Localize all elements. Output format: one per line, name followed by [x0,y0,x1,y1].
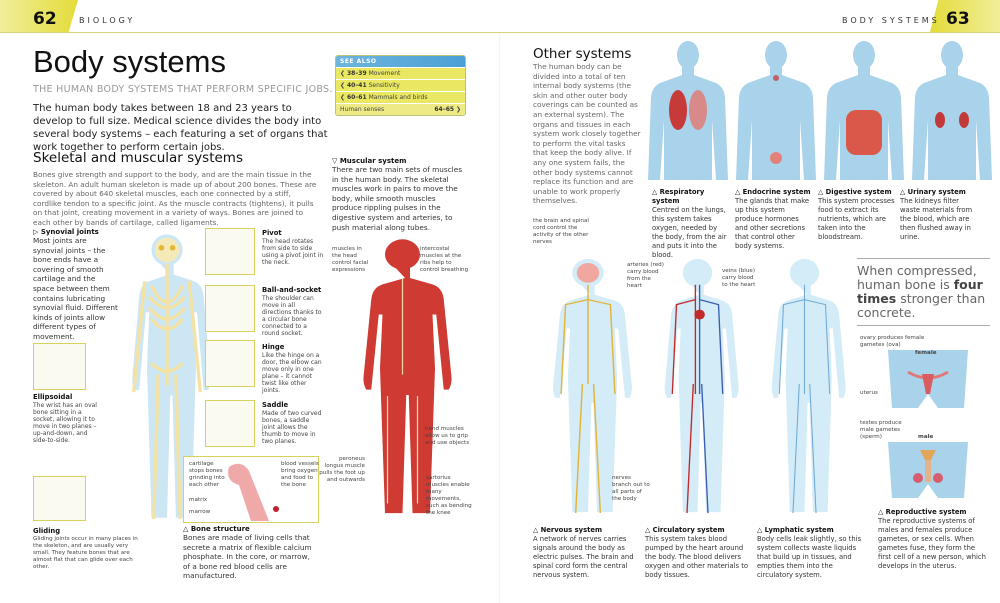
label-hand-muscles: hand muscles allow us to grip and use objects [425,426,470,446]
ellipsoidal-joint-image [33,343,86,390]
ball-socket-joint-image [205,285,255,332]
label-marrow: marrow [189,509,211,515]
label-matrix: matrix [189,497,208,503]
label-head-muscles: muscles in the head control facial expressions [332,246,369,273]
caption-digestive: △ Digestive system This system processes food to extract its nutrients, which are taken into the bloodstream. [818,188,895,241]
caption-nervous: △ Nervous system A network of nerves carries signals around the body as electric pulses. The brain and spinal cord form the central nervous system. [533,526,634,579]
bone-structure-image [183,456,319,523]
label-ovary: ovary produces female gametes (ova) [860,335,925,348]
see-also-link[interactable]: ❮ 38–39 Movement [336,67,465,79]
page-title: Body systems [33,44,226,79]
caption-circulatory: △ Circulatory system This system takes blood pumped by the heart around the body. The blood delivers oxygen and other materials to body tissues. [645,526,749,579]
page-number-right: 63 [946,9,970,29]
see-also-box [335,55,466,116]
joint-caption-ellipsoidal: Ellipsoidal The wrist has an oval bone sitting in a socket, allowing it to move in two planes – up-and-down, and side-to-side. [33,393,97,444]
page-number-left: 62 [33,9,57,29]
section-label-left: BIOLOGY [79,16,136,25]
pivot-joint-image [205,228,255,275]
joint-caption-hinge: Hinge Like the hinge on a door, the elbow can move only in one plane – it cannot twist like other joints. [262,343,322,394]
label-blood-vessels: blood vessels bring oxygen and food to the bone [281,461,319,488]
lymphatic-system-illustration [752,255,857,523]
muscular-caption: ▽ Muscular system There are two main sets of muscles in the human body. The skeletal muscles work in pairs to move the body, while smooth muscles produce rippling pulses in the digestive system and arteries, to push material along tubes. [332,157,462,232]
page-gutter [499,33,501,603]
label-veins: veins (blue) carry blood to the heart [722,268,756,288]
see-also-link-forward[interactable]: Human senses 64–65 ❯ [336,103,465,115]
caption-reproductive: △ Reproductive system The reproductive systems of males and females produce gametes, or sex cells. When gametes fuse, they form the first cell of a new person, which develops in the uterus. [878,508,986,570]
gliding-joint-image [33,476,86,521]
caption-respiratory: △ Respiratory system Centred on the lungs, this system takes oxygen, needed by the body, from the air and puts it into the blood. [652,188,727,259]
torso-illustrations [648,40,993,182]
other-systems-text: The human body can be divided into a total of ten internal body systems (the skin and other outer body coverings can be counted as an external system). The organs and tissues in each system work closely together to perform the vital tasks that keep the body alive. If any one system fails, the other body systems cannot replace its function and are unable to work properly themselves. [533,62,641,206]
intro-text: The human body takes between 18 and 23 years to develop to full size. Medical science divides the body into several body systems – each featuring a set of organs that work together to perform certain jobs. [33,103,328,153]
label-nerves: nerves branch out to all parts of the body [612,475,650,502]
caption-lymphatic: △ Lymphatic system Body cells leak slightly, so this system collects waste liquids that build up in tissues, and empties them into the circulatory system. [757,526,862,579]
section-label-right: BODY SYSTEMS [842,16,940,25]
label-testes: testes produce male gametes (sperm) [860,420,902,440]
page-subtitle: THE HUMAN BODY SYSTEMS THAT PERFORM SPECIFIC JOBS. [33,84,333,95]
joint-caption-ball: Ball-and-socket The shoulder can move in all directions thanks to a circular bone connected to a round socket. [262,286,322,337]
see-also-link[interactable]: ❮ 60–61 Mammals and birds [336,91,465,103]
label-female: female [915,350,937,356]
label-cartilage: cartilage stops bones grinding into each other [189,461,225,488]
caption-endocrine: △ Endocrine system The glands that make up this system produce hormones and other secretions that control other body systems. [735,188,811,250]
hinge-joint-image [205,340,255,387]
label-arteries: arteries (red) carry blood from the heart [627,262,664,289]
label-peroneus: peroneus longus muscle pulls the foot up and outwards [319,456,365,483]
fact-callout: When compressed, human bone is four times stronger than concrete. [857,258,990,326]
see-also-heading: SEE ALSO [336,56,465,67]
skeletal-text: Bones give strength and support to the body, and are the main tissue in the skeleton. An adult human skeleton is made up of about 200 bones. These are covered by about 640 skeletal muscles, each one connected by a stiff, cordlike tendon to a specific joint. As the muscle contracts (tightens), it pulls on that joint, creating movement in a variety of ways. Bones are joined to each other by bands of cartilage, called ligaments. [33,170,317,227]
label-uterus: uterus [860,390,878,396]
label-brain: the brain and spinal cord control the activity of the other nerves [533,218,589,245]
label-intercostal: intercostal muscles at the ribs help to control breathing [420,246,469,273]
joint-caption-pivot: Pivot The head rotates from side to side using a pivot joint in the neck. [262,229,324,266]
synovial-caption: ▷ Synovial joints Most joints are synovial joints – the bone ends have a covering of smooth cartilage and the space between them contains lubricating synovial fluid. Different kinds of joints allow different types of movement. [33,228,118,341]
label-male: male [918,434,934,440]
saddle-joint-image [205,400,255,447]
joint-caption-saddle: Saddle Made of two curved bones, a saddle joint allows the thumb to move in two planes. [262,401,322,445]
bone-caption: △ Bone structure Bones are made of living cells that secrete a matrix of flexible calcium phosphate. In the core, or marrow, of a bone red blood cells are manufactured. [183,525,312,581]
label-sartorius: sartorius muscles enable many movements, such as bending the knee [426,475,472,516]
skeletal-heading: Skeletal and muscular systems [33,150,243,166]
circulatory-system-illustration [645,255,750,523]
see-also-link[interactable]: ❮ 40–41 Sensitivity [336,79,465,91]
other-systems-heading: Other systems [533,46,632,62]
caption-urinary: △ Urinary system The kidneys filter waste materials from the blood, which are then flushed away in urine. [900,188,973,241]
joint-caption-gliding: Gliding Gliding joints occur in many places in the skeleton, and are usually very small. They feature bones that are almost flat that can glide over each other. [33,527,138,570]
